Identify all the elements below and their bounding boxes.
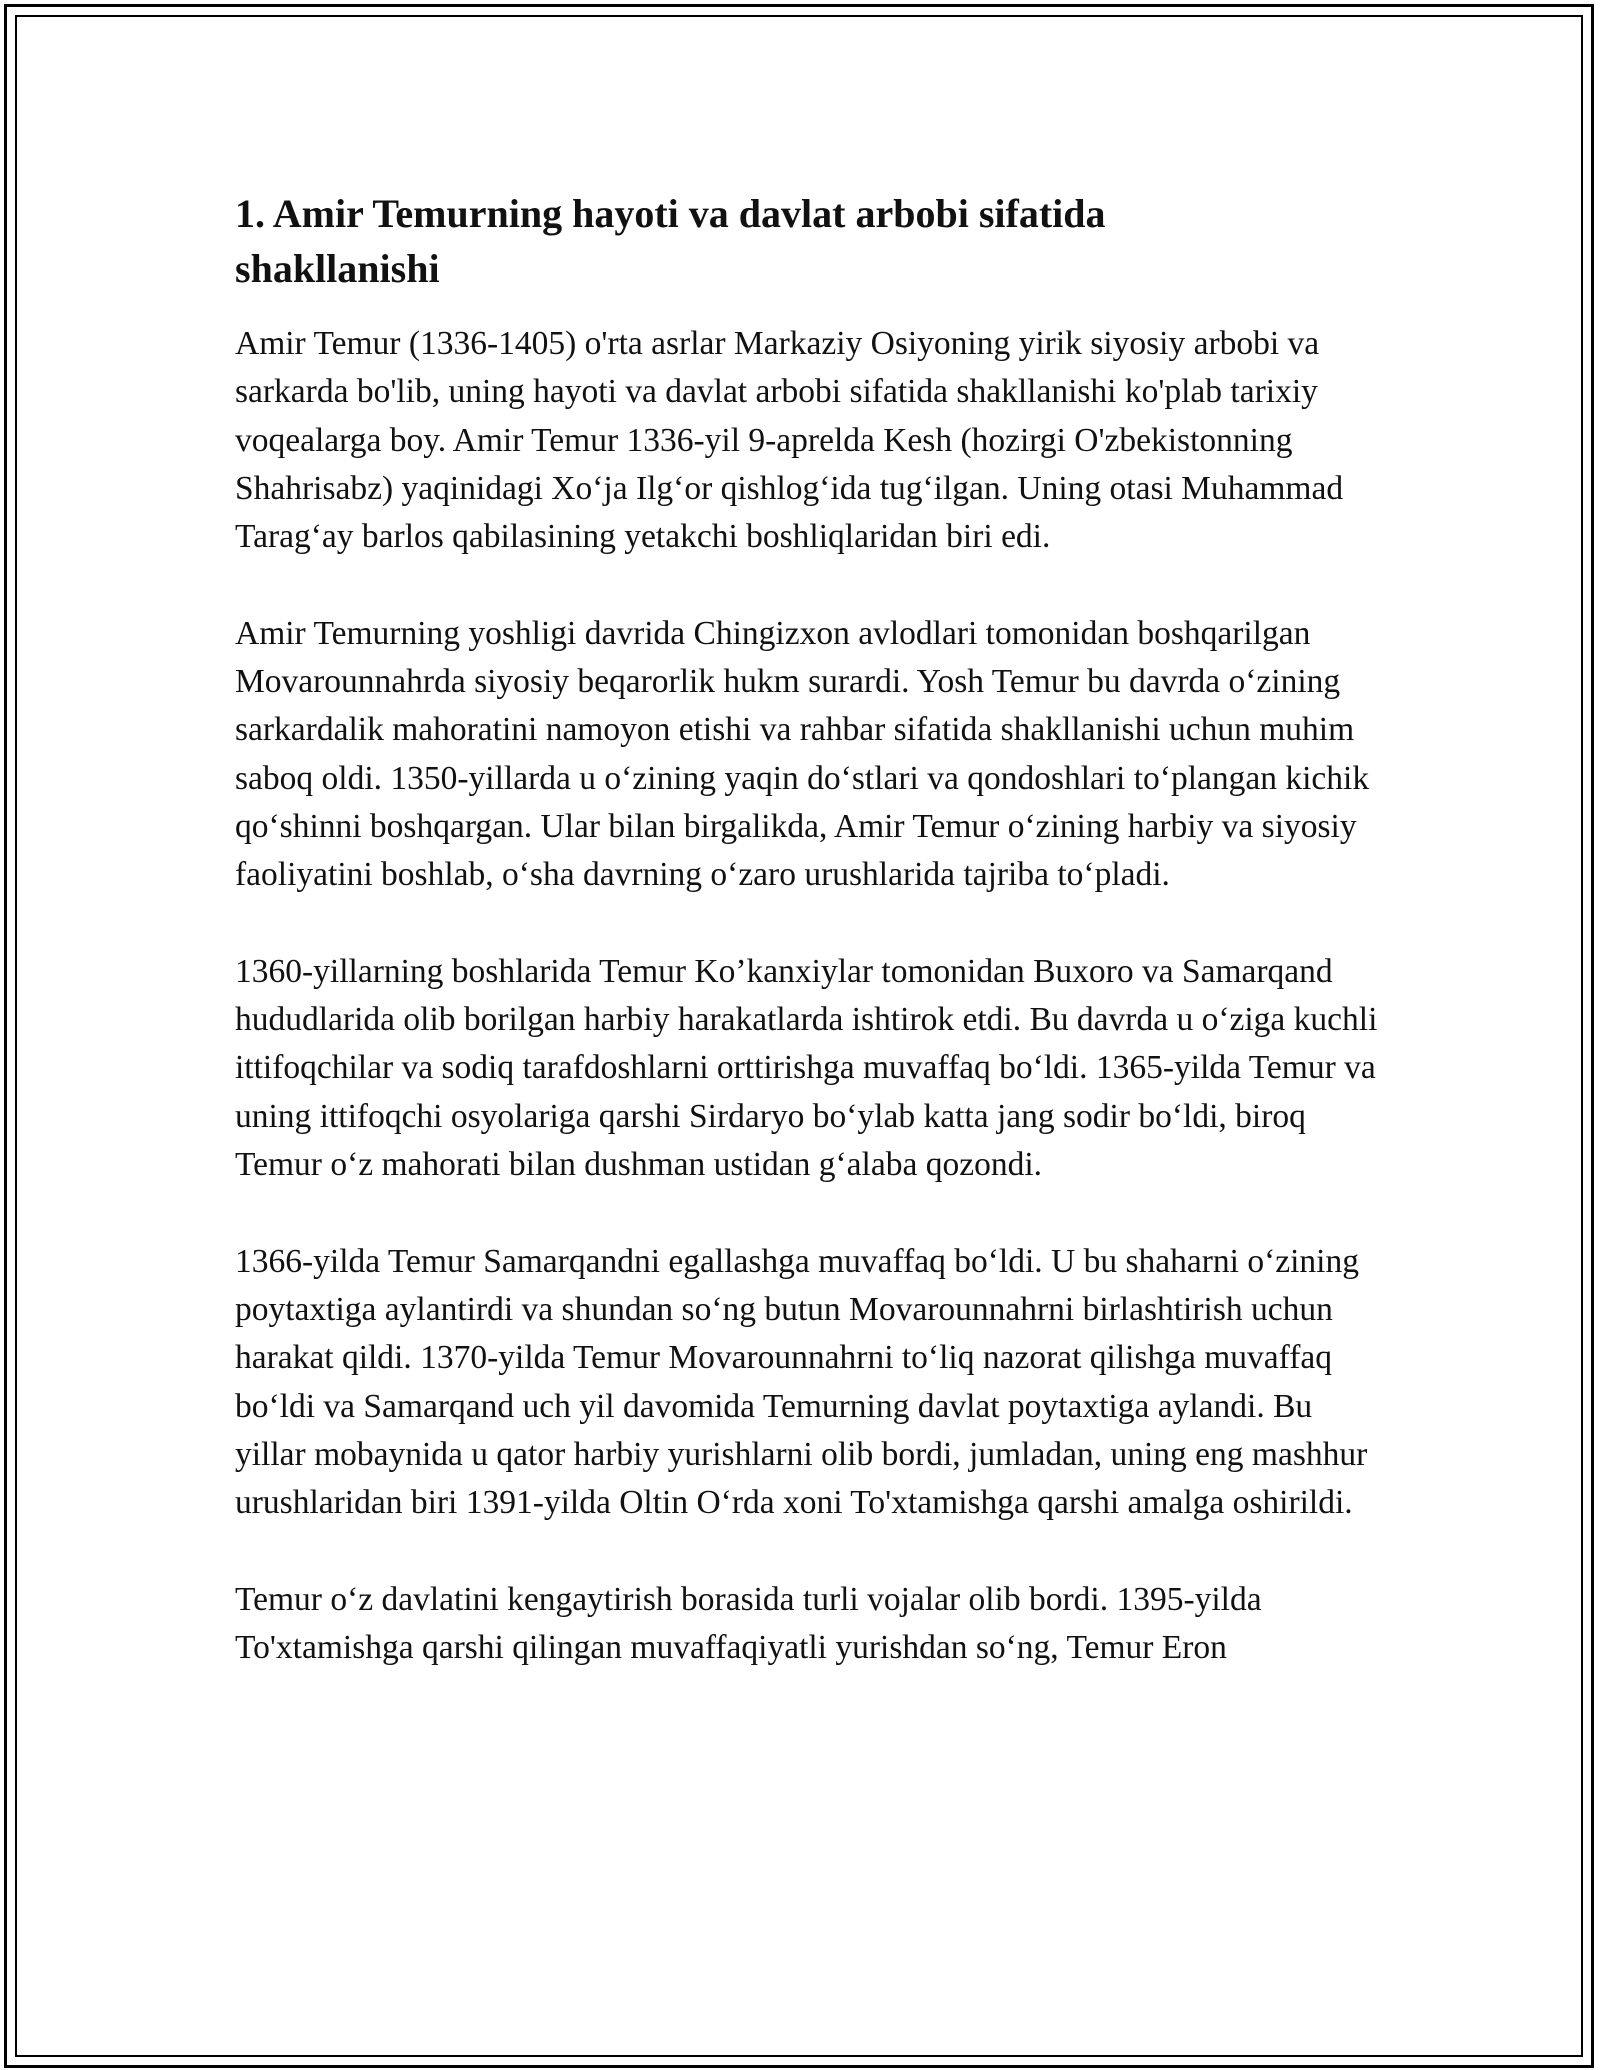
paragraph-5: Temur o‘z davlatini kengaytirish borasida turli vojalar olib bordi. 1395-yilda To'xtamishga qarshi qilingan muvaffaqiyatli yurishdan so‘ng, Temur Eron — [235, 1580, 1262, 1667]
paragraph-2: Amir Temurning yoshligi davrida Chingizxon avlodlari tomonidan boshqarilgan Movarounnahrda siyosiy beqarorlik hukm surardi. Yosh Temur bu davrda o‘zining sarkardalik mahoratini namoyon etishi va rahbar sifatida shakllanishi uchun muhim saboq oldi. 1350-yillarda u o‘zining yaqin do‘stlari va qondoshlari to‘plangan kichik qo‘shinni boshqargan. Ular bilan birgalikda, Amir Temur o‘zining harbiy va siyosiy faoliyatini boshlab, o‘sha davrning o‘zaro urushlarida tajriba to‘pladi. — [235, 614, 1370, 894]
section-heading: 1. Amir Temurning hayoti va davlat arbobi sifatida shakllanishi — [235, 191, 1106, 291]
paragraph-4: 1366-yilda Temur Samarqandni egallashga muvaffaq bo‘ldi. U bu shaharni o‘zining poytaxtiga aylantirdi va shundan so‘ng butun Movarounnahrni birlashtirish uchun harakat qildi. 1370-yilda Temur Movarounnahrni to‘liq nazorat qilishga muvaffaq bo‘ldi va Samarqand uch yil davomida Temurning davlat poytaxtiga aylandi. Bu yillar mobaynida u qator harbiy yurishlarni olib bordi, jumladan, uning eng mashhur urushlaridan biri 1391-yilda Oltin O‘rda xoni To'xtamishga qarshi amalga oshirildi. — [235, 1242, 1368, 1522]
paragraph-3: 1360-yillarning boshlarida Temur Ko’kanxiylar tomonidan Buxoro va Samarqand hududlarida olib borilgan harbiy harakatlarda ishtirok etdi. Bu davrda u o‘ziga kuchli ittifoqchilar va sodiq tarafdoshlarni orttirishga muvaffaq bo‘ldi. 1365-yilda Temur va uning ittifoqchi osyolariga qarshi Sirdaryo bo‘ylab katta jang sodir bo‘ldi, biroq Temur o‘z mahorati bilan dushman ustidan g‘alaba qozondi. — [235, 952, 1378, 1184]
paragraph-1: Amir Temur (1336-1405) o'rta asrlar Markaziy Osiyoning yirik siyosiy arbobi va sarkarda bo'lib, uning hayoti va davlat arbobi sifatida shakllanishi ko'plab tarixiy voqealarga boy. Amir Temur 1336-yil 9-aprelda Kesh (hozirgi O'zbekistonning Shahrisabz) yaqinidagi Xo‘ja Ilg‘or qishlog‘ida tug‘ilgan. Uning otasi Muhammad Tarag‘ay barlos qabilasining yetakchi boshliqlaridan biri edi. — [235, 325, 1344, 556]
document-body — [235, 186, 1385, 1721]
